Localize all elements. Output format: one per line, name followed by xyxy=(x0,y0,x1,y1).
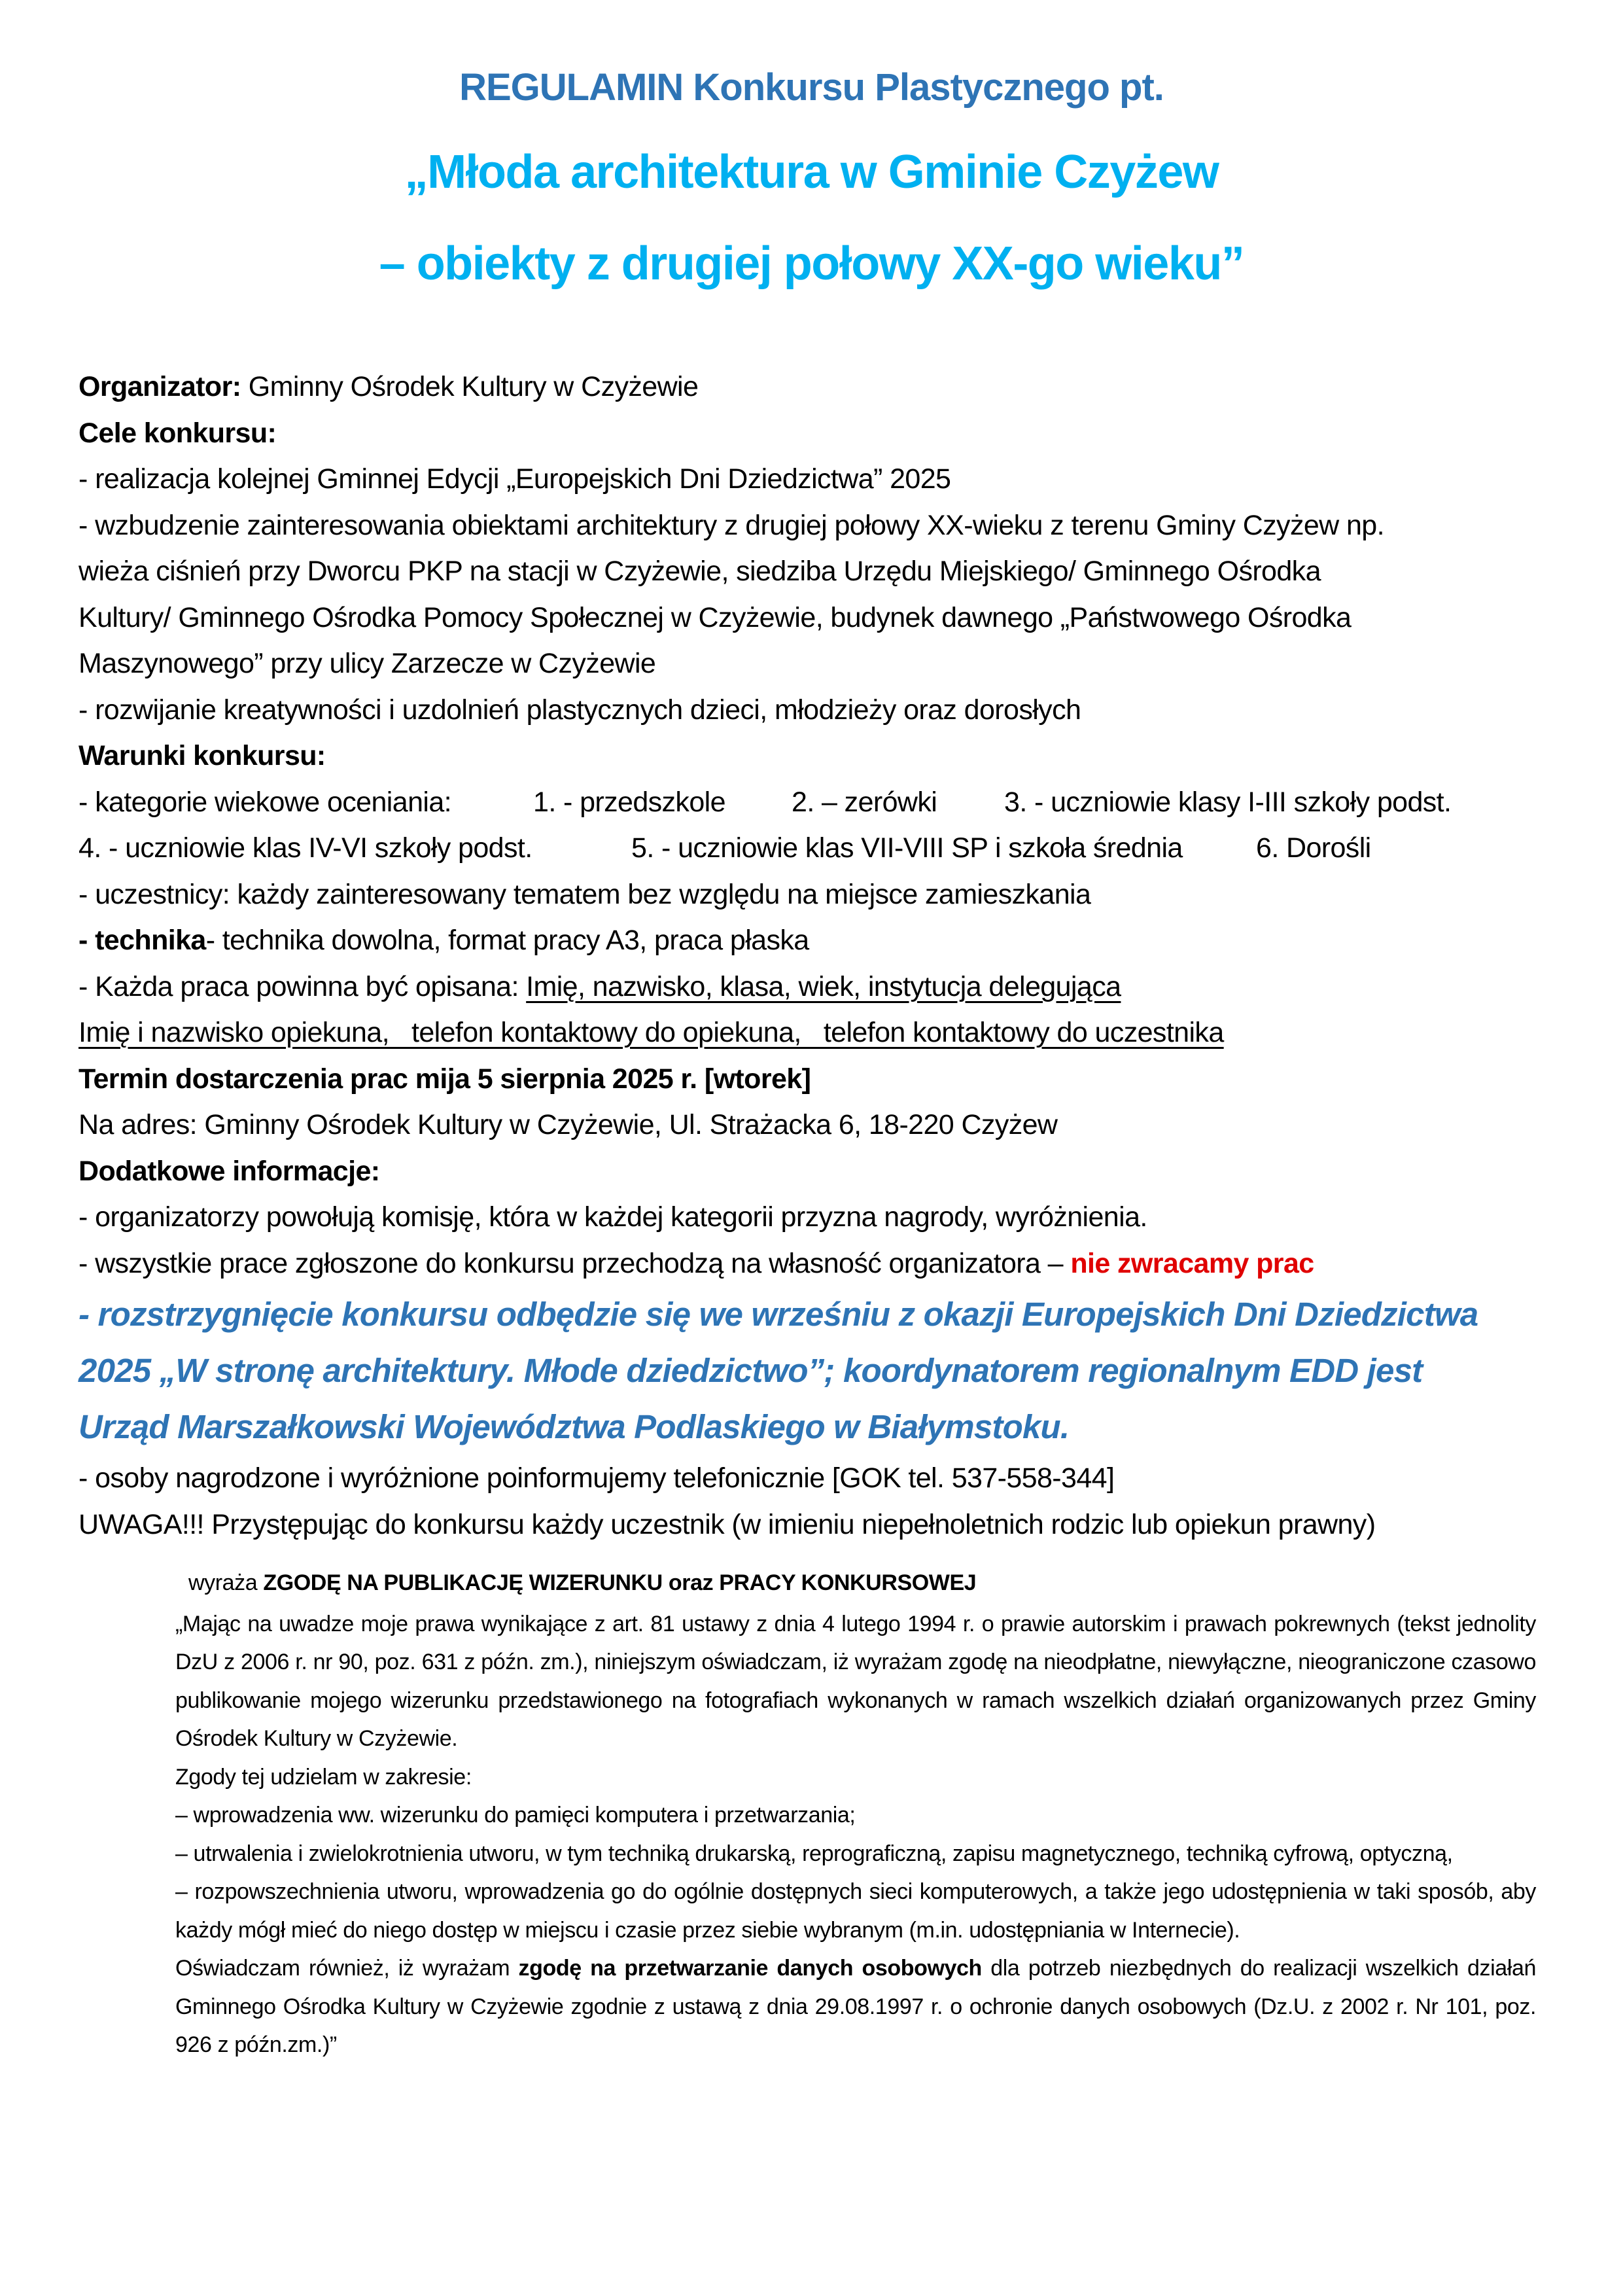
ownership-line xyxy=(79,1241,1550,1287)
resolution-line: 2025 „W stronę architektury. Młode dziedzictwo”; koordynatorem regionalnym EDD jest xyxy=(79,1352,1423,1389)
description-line-1 xyxy=(79,964,1550,1010)
no-return-notice: nie zwracamy prac xyxy=(1070,1247,1314,1279)
consent-heading-prefix: wyraża xyxy=(188,1570,264,1595)
goal-line: - rozwijanie kreatywności i uzdolnień plastycznych dzieci, młodzieży oraz dorosłych xyxy=(79,694,1081,726)
participants-line: - uczestnicy: każdy zainteresowany tematem bez względu na miejsce zamieszkania xyxy=(79,878,1091,910)
goals-heading: Cele konkursu: xyxy=(79,417,277,449)
data-consent-suffix: dla potrzeb niezbędnych do realizacji wszelkich działań Gminnego Ośrodka Kultury w Czyżewie zgodnie z ustawą z dnia 29.08.1997 r. o ochronie danych osobowych (Dz.U. z 2002 r. Nr 101, poz. 926 z późn.zm.)” xyxy=(175,1956,1536,2057)
conditions-heading: Warunki konkursu: xyxy=(79,740,326,771)
goal-line: - wzbudzenie zainteresowania obiektami architektury z drugiej połowy XX-wieku z terenu Gminy Czyżew np. xyxy=(79,509,1384,541)
goal-line: - realizacja kolejnej Gminnej Edycji „Europejskich Dni Dziedzictwa” 2025 xyxy=(79,463,951,495)
document-title-line-3: – obiekty z drugiej połowy XX-go wieku” xyxy=(379,238,1244,290)
organizer-line xyxy=(79,364,1550,410)
age-categories-line-2 xyxy=(79,825,1550,872)
consent-heading-bold: ZGODĘ NA PUBLIKACJĘ WIZERUNKU oraz PRACY KONKURSOWEJ xyxy=(263,1570,977,1595)
organizer-value: Gminny Ośrodek Kultury w Czyżewie xyxy=(241,371,699,402)
warning-line: UWAGA!!! Przystępując do konkursu każdy uczestnik (w imieniu niepełnoletnich rodzic lub opiekun prawny) xyxy=(79,1508,1376,1540)
description-prefix: - Każda praca powinna być opisana: xyxy=(79,970,527,1002)
goal-line: Kultury/ Gminnego Ośrodka Pomocy Społecznej w Czyżewie, budynek dawnego „Państwowego Ośrodka xyxy=(79,601,1352,633)
data-consent-bold: zgodę na przetwarzanie danych osobowych xyxy=(518,1956,982,1981)
consent-paragraph: „Mając na uwadze moje prawa wynikające z art. 81 ustawy z dnia 4 lutego 1994 r. o prawie autorskim i prawach pokrewnych (tekst jednolity DzU z 2006 r. nr 90, poz. 631 z późn. zm.), niniejszym oświadczam, iż wyrażam zgodę na nieodpłatne, niewyłączne, nieograniczone czasowo publikowanie mojego wizerunku przedstawionego na fotografiach wykonanych w ramach wszelkich działań organizowanych przez Gminy Ośrodek Kultury w Czyżewie. xyxy=(175,1611,1536,1751)
ownership-text: - wszystkie prace zgłoszone do konkursu przechodzą na własność organizatora – xyxy=(79,1247,1071,1279)
consent-scope-item: – wprowadzenia ww. wizerunku do pamięci komputera i przetwarzania; xyxy=(175,1803,856,1828)
resolution-line: Urząd Marszałkowski Województwa Podlaskiego w Białymstoku. xyxy=(79,1408,1070,1445)
category-item: 2. – zerówki xyxy=(792,786,937,818)
deadline-line: Termin dostarczenia prac mija 5 sierpnia 2025 r. [wtorek] xyxy=(79,1063,811,1095)
consent-scope-intro: Zgody tej udzielam w zakresie: xyxy=(175,1764,472,1790)
data-consent-prefix: Oświadczam również, iż wyrażam xyxy=(175,1956,519,1981)
goal-line: Maszynowego” przy ulicy Zarzecze w Czyżewie xyxy=(79,648,656,679)
document-title-line-2: „Młoda architektura w Gminie Czyżew xyxy=(404,146,1219,198)
age-categories-line-1 xyxy=(79,779,1550,826)
category-item: 5. - uczniowie klas VII-VIII SP i szkoła średnia xyxy=(631,832,1183,864)
consent-scope-item: – rozpowszechnienia utworu, wprowadzenia go do ogólnie dostępnych sieci komputerowych, a także jego udostępnienia w taki sposób, aby każdy mógł mieć do niego dostęp w miejscu i czasie przez siebie wybranym (m.in. udostępniania w Internecie). xyxy=(175,1879,1536,1943)
organizer-label: Organizator: xyxy=(79,371,241,402)
category-item: 1. - przedszkole xyxy=(533,786,725,818)
technique-label: - technika xyxy=(79,925,206,956)
technique-value: - technika dowolna, format pracy A3, praca płaska xyxy=(205,925,809,956)
category-item: 4. - uczniowie klas IV-VI szkoły podst. xyxy=(79,832,532,864)
regulations-body xyxy=(79,364,1550,1547)
consent-scope-item: – utrwalenia i zwielokrotnienia utworu, w tym techniką drukarską, reprograficzną, zapisu magnetycznego, techniką cyfrową, optyczną, xyxy=(175,1841,1453,1866)
category-item: 3. - uczniowie klasy I-III szkoły podst. xyxy=(1004,786,1452,818)
document-title-line-1: REGULAMIN Konkursu Plastycznego pt. xyxy=(459,66,1164,109)
categories-label: - kategorie wiekowe oceniania: xyxy=(79,786,451,818)
resolution-line: - rozstrzygnięcie konkursu odbędzie się we wrześniu z okazji Europejskich Dni Dziedzictwa xyxy=(79,1296,1478,1333)
description-fields: Imię i nazwisko opiekuna, telefon kontaktowy do opiekuna, telefon kontaktowy do uczestnika xyxy=(79,1017,1224,1048)
additional-heading: Dodatkowe informacje: xyxy=(79,1155,380,1187)
data-processing-consent xyxy=(175,1949,1536,2064)
commission-line: - organizatorzy powołują komisję, która w każdej kategorii przyzna nagrody, wyróżnienia. xyxy=(79,1201,1147,1233)
category-item: 6. Dorośli xyxy=(1256,832,1371,864)
notification-line: - osoby nagrodzone i wyróżnione poinformujemy telefonicznie [GOK tel. 537-558-344] xyxy=(79,1462,1115,1494)
goal-line: wieża ciśnień przy Dworcu PKP na stacji w Czyżewie, siedziba Urzędu Miejskiego/ Gminnego Ośrodka xyxy=(79,556,1321,587)
description-fields: Imię, nazwisko, klasa, wiek, instytucja delegująca xyxy=(526,970,1121,1002)
technique-line xyxy=(79,917,1550,964)
consent-heading xyxy=(175,1564,1536,1602)
consent-block xyxy=(175,1564,1536,2064)
address-line: Na adres: Gminny Ośrodek Kultury w Czyżewie, Ul. Strażacka 6, 18-220 Czyżew xyxy=(79,1109,1058,1140)
description-line-2 xyxy=(79,1010,1550,1056)
